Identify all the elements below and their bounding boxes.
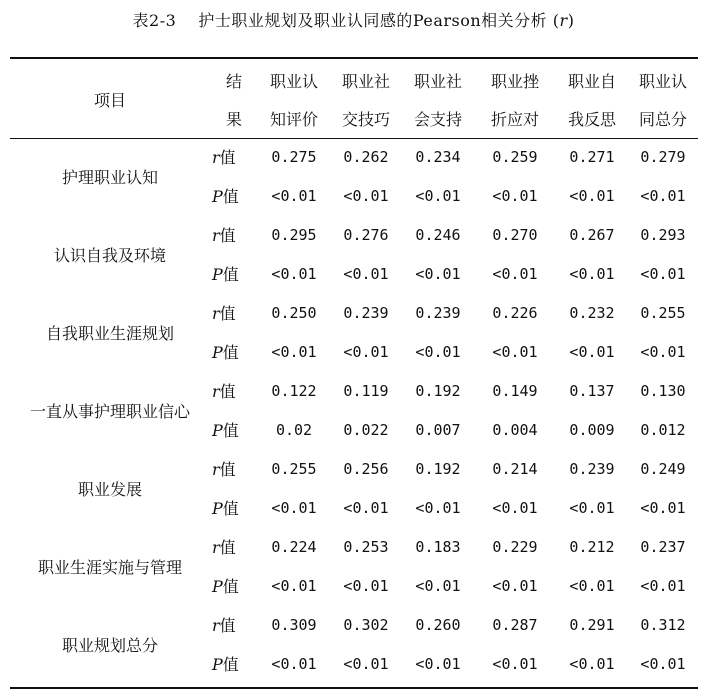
header-col-3-line1: 职业社 (413, 71, 462, 91)
row-label: 认识自我及环境 (53, 245, 166, 265)
r-value-cell: 0.226 (492, 303, 538, 322)
p-value-cell: <0.01 (271, 498, 317, 517)
p-value-cell: <0.01 (415, 186, 461, 205)
table-row (10, 293, 698, 332)
stat-symbol: P (212, 343, 223, 362)
p-value-cell: <0.01 (492, 342, 538, 361)
p-value-cell: <0.01 (569, 576, 615, 595)
correlation-table (10, 61, 698, 683)
p-value-label (210, 254, 258, 293)
r-value-cell: 0.232 (569, 303, 615, 322)
r-value-cell: 0.119 (343, 381, 389, 400)
p-value-cell: <0.01 (271, 654, 317, 673)
table-title: 护士职业规划及职业认同感的Pearson相关分析 (198, 11, 548, 30)
row-label: 一直从事护理职业信心 (29, 401, 190, 421)
p-value-cell: <0.01 (569, 498, 615, 517)
r-value-cell: 0.192 (415, 459, 461, 478)
table-body (10, 137, 698, 683)
stat-suffix: 值 (219, 148, 236, 167)
p-value-cell: 0.012 (640, 420, 686, 439)
header-col-6-line2: 同总分 (638, 109, 687, 129)
header-col-1-line1: 职业认 (269, 71, 318, 91)
r-value-cell: 0.239 (343, 303, 389, 322)
p-value-cell: <0.01 (343, 186, 389, 205)
table-row (10, 449, 698, 488)
p-value-cell: <0.01 (492, 498, 538, 517)
r-value-cell: 0.239 (569, 459, 615, 478)
stat-suffix: 值 (222, 343, 239, 362)
stat-suffix: 值 (219, 538, 236, 557)
caption-stat-symbol: r (559, 11, 568, 30)
r-value-cell: 0.212 (569, 537, 615, 556)
stat-symbol: r (212, 382, 220, 401)
header-col-4-line2: 折应对 (490, 109, 539, 129)
stat-symbol: r (212, 538, 220, 557)
p-value-cell: <0.01 (640, 654, 686, 673)
r-value-cell: 0.249 (640, 459, 686, 478)
r-value-cell: 0.295 (271, 225, 317, 244)
p-value-label (210, 566, 258, 605)
r-value-cell: 0.253 (343, 537, 389, 556)
p-value-cell: <0.01 (415, 342, 461, 361)
table-row (10, 527, 698, 566)
p-value-label (210, 176, 258, 215)
p-value-label (210, 332, 258, 371)
stat-suffix: 值 (222, 655, 239, 674)
header-item: 项目 (93, 90, 126, 110)
r-value-cell: 0.276 (343, 225, 389, 244)
stat-symbol: P (212, 265, 223, 284)
header-col-2-line1: 职业社 (341, 71, 390, 91)
header-result-line1: 结 (225, 71, 242, 91)
top-rule (10, 57, 698, 59)
p-value-cell: <0.01 (415, 264, 461, 283)
stat-suffix: 值 (222, 577, 239, 596)
stat-suffix: 值 (219, 460, 236, 479)
stat-symbol: P (212, 577, 223, 596)
p-value-cell: <0.01 (415, 654, 461, 673)
r-value-cell: 0.256 (343, 459, 389, 478)
stat-symbol: P (212, 499, 223, 518)
r-value-cell: 0.237 (640, 537, 686, 556)
stat-suffix: 值 (219, 226, 236, 245)
caption-paren-close: ) (567, 11, 575, 30)
p-value-cell: <0.01 (640, 186, 686, 205)
stat-symbol: r (212, 226, 220, 245)
p-value-cell: <0.01 (271, 264, 317, 283)
p-value-cell: <0.01 (343, 342, 389, 361)
r-value-cell: 0.255 (271, 459, 317, 478)
table-row (10, 215, 698, 254)
table-caption (0, 8, 707, 31)
p-value-cell: <0.01 (569, 186, 615, 205)
r-value-cell: 0.279 (640, 147, 686, 166)
stat-suffix: 值 (219, 304, 236, 323)
p-value-cell: <0.01 (492, 264, 538, 283)
table-header (10, 61, 698, 137)
p-value-cell: <0.01 (492, 576, 538, 595)
r-value-label (210, 293, 258, 332)
header-col-6-line1: 职业认 (638, 71, 687, 91)
p-value-cell: <0.01 (343, 264, 389, 283)
stat-symbol: r (212, 616, 220, 635)
p-value-cell: 0.004 (492, 420, 538, 439)
r-value-cell: 0.293 (640, 225, 686, 244)
p-value-cell: <0.01 (271, 342, 317, 361)
p-value-cell: <0.01 (492, 186, 538, 205)
stat-symbol: r (212, 148, 220, 167)
p-value-cell: <0.01 (343, 576, 389, 595)
stat-suffix: 值 (222, 265, 239, 284)
r-value-cell: 0.309 (271, 615, 317, 634)
r-value-cell: 0.287 (492, 615, 538, 634)
caption-paren-open: ( (552, 11, 560, 30)
stat-suffix: 值 (222, 421, 239, 440)
r-value-cell: 0.224 (271, 537, 317, 556)
p-value-cell: 0.022 (343, 420, 389, 439)
p-value-cell: <0.01 (415, 576, 461, 595)
r-value-cell: 0.255 (640, 303, 686, 322)
header-result-line2: 果 (225, 109, 242, 129)
r-value-cell: 0.312 (640, 615, 686, 634)
bottom-rule (10, 687, 698, 689)
r-value-cell: 0.270 (492, 225, 538, 244)
r-value-label (210, 137, 258, 176)
row-label: 职业规划总分 (61, 635, 158, 655)
stat-symbol: r (212, 304, 220, 323)
header-col-1-line2: 知评价 (269, 109, 318, 129)
stat-symbol: r (212, 460, 220, 479)
p-value-cell: <0.01 (640, 264, 686, 283)
r-value-cell: 0.260 (415, 615, 461, 634)
r-value-cell: 0.149 (492, 381, 538, 400)
r-value-cell: 0.192 (415, 381, 461, 400)
r-value-cell: 0.122 (271, 381, 317, 400)
p-value-cell: <0.01 (640, 342, 686, 361)
p-value-label (210, 410, 258, 449)
r-value-cell: 0.267 (569, 225, 615, 244)
header-col-5-line1: 职业自 (567, 71, 616, 91)
table-row (10, 371, 698, 410)
stat-suffix: 值 (219, 616, 236, 635)
stat-suffix: 值 (222, 499, 239, 518)
table-number: 表2-3 (132, 11, 177, 30)
p-value-cell: 0.02 (275, 420, 313, 439)
r-value-label (210, 215, 258, 254)
p-value-cell: <0.01 (271, 576, 317, 595)
row-label: 护理职业认知 (61, 167, 158, 187)
r-value-cell: 0.214 (492, 459, 538, 478)
r-value-cell: 0.239 (415, 303, 461, 322)
p-value-cell: <0.01 (640, 498, 686, 517)
p-value-cell: <0.01 (492, 654, 538, 673)
header-col-3-line2: 会支持 (413, 109, 462, 129)
row-label: 职业生涯实施与管理 (37, 557, 182, 577)
p-value-cell: <0.01 (271, 186, 317, 205)
r-value-cell: 0.183 (415, 537, 461, 556)
p-value-cell: 0.007 (415, 420, 461, 439)
r-value-cell: 0.271 (569, 147, 615, 166)
stat-symbol: P (212, 655, 223, 674)
row-label: 职业发展 (77, 479, 142, 499)
header-col-4-line1: 职业挫 (490, 71, 539, 91)
p-value-cell: 0.009 (569, 420, 615, 439)
p-value-cell: <0.01 (343, 654, 389, 673)
r-value-cell: 0.137 (569, 381, 615, 400)
stat-suffix: 值 (219, 382, 236, 401)
r-value-cell: 0.259 (492, 147, 538, 166)
r-value-cell: 0.302 (343, 615, 389, 634)
r-value-label (210, 527, 258, 566)
r-value-label (210, 371, 258, 410)
p-value-cell: <0.01 (569, 342, 615, 361)
r-value-cell: 0.291 (569, 615, 615, 634)
stat-symbol: P (212, 187, 223, 206)
r-value-cell: 0.234 (415, 147, 461, 166)
r-value-cell: 0.246 (415, 225, 461, 244)
r-value-label (210, 449, 258, 488)
p-value-cell: <0.01 (343, 498, 389, 517)
header-col-5-line2: 我反思 (567, 109, 616, 129)
p-value-cell: <0.01 (640, 576, 686, 595)
p-value-cell: <0.01 (569, 264, 615, 283)
row-label: 自我职业生涯规划 (45, 323, 174, 343)
r-value-cell: 0.250 (271, 303, 317, 322)
r-value-cell: 0.275 (271, 147, 317, 166)
r-value-cell: 0.130 (640, 381, 686, 400)
table-row (10, 605, 698, 644)
r-value-cell: 0.229 (492, 537, 538, 556)
p-value-cell: <0.01 (415, 498, 461, 517)
p-value-cell: <0.01 (569, 654, 615, 673)
stat-suffix: 值 (222, 187, 239, 206)
header-col-2-line2: 交技巧 (341, 109, 390, 129)
p-value-label (210, 644, 258, 683)
r-value-label (210, 605, 258, 644)
table-row (10, 137, 698, 176)
stat-symbol: P (212, 421, 223, 440)
r-value-cell: 0.262 (343, 147, 389, 166)
p-value-label (210, 488, 258, 527)
